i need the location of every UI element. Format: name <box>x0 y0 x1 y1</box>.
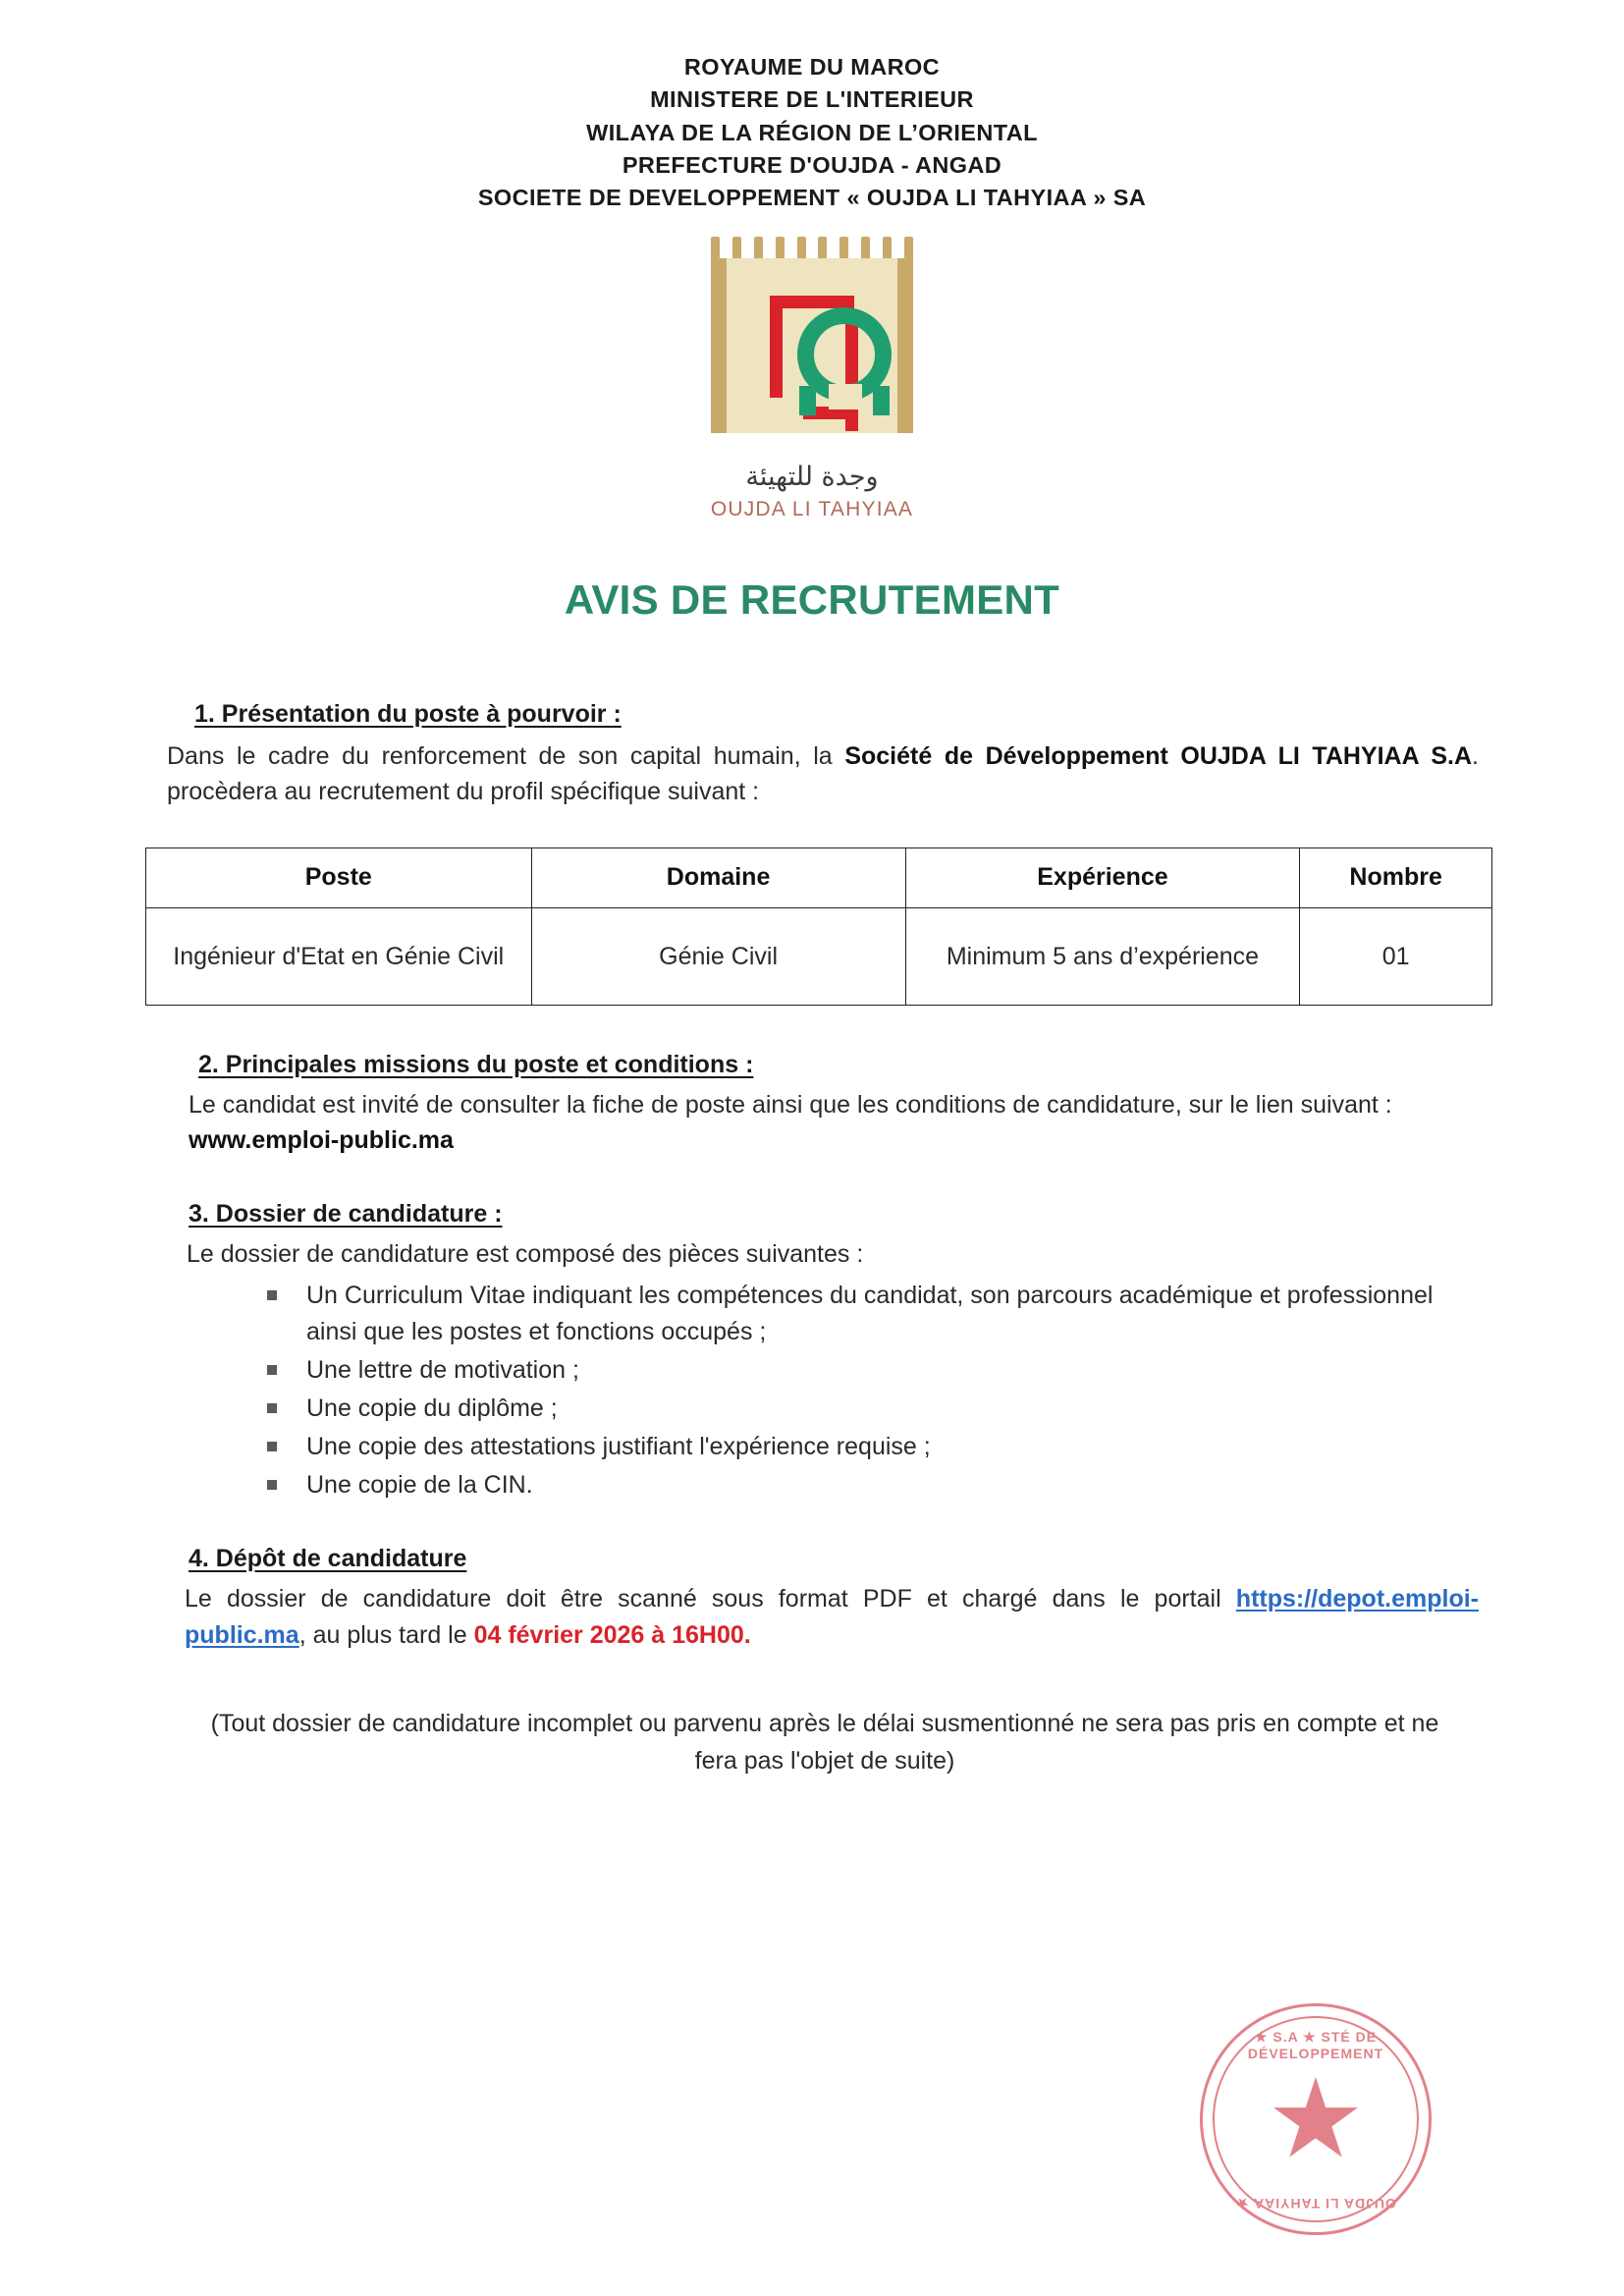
section-4-heading: 4. Dépôt de candidature <box>189 1545 467 1573</box>
stamp-bottom-text: OUJDA LI TAHYIAA ★ <box>1235 2196 1396 2212</box>
table-row <box>146 907 1492 1005</box>
list-item <box>267 1278 1489 1350</box>
header-line-societe: SOCIETE DE DEVELOPPEMENT « OUJDA LI TAHYIAA » SA <box>477 185 1147 211</box>
poste-table <box>145 847 1492 1006</box>
list-item-label: Un Curriculum Vitae indiquant les compétences du candidat, son parcours académique et professionnel ainsi que les postes et fonctions occupés ; <box>306 1282 1434 1346</box>
list-item-label: Une copie de la CIN. <box>306 1471 533 1500</box>
square-bullet-icon <box>267 1290 277 1300</box>
column-header-poste: Poste <box>146 847 532 907</box>
header-line-wilaya: WILAYA DE LA RÉGION DE L’ORIENTAL <box>586 119 1038 145</box>
section-2-text: Le candidat est invité de consulter la fiche de poste ainsi que les conditions de candidature, sur le lien suivant : <box>189 1090 1392 1119</box>
square-bullet-icon <box>267 1480 277 1490</box>
logo-inner-panel <box>711 258 913 433</box>
list-item-label: Une copie du diplôme ; <box>306 1394 558 1423</box>
section-4-text-before: Le dossier de candidature doit être scanné sous format PDF et chargé dans le portail <box>185 1585 1236 1613</box>
list-item <box>267 1391 1489 1427</box>
list-item-label: Une lettre de motivation ; <box>306 1356 579 1385</box>
header-line-ministry: MINISTERE DE L'INTERIEUR <box>650 86 974 113</box>
stamp-star-icon: ★ <box>1266 2057 1366 2180</box>
table-header-row <box>146 847 1492 907</box>
section-2-paragraph <box>189 1087 1481 1159</box>
section-4-paragraph <box>185 1581 1479 1653</box>
depot-portal-link[interactable]: https://depot.emploi-public.ma <box>185 1585 1479 1649</box>
cell-nombre: 01 <box>1300 907 1492 1005</box>
header-line-kingdom: ROYAUME DU MAROC <box>683 54 941 80</box>
column-header-experience: Expérience <box>905 847 1300 907</box>
document-header <box>0 0 1624 215</box>
dossier-items-list <box>141 1278 1489 1503</box>
cell-experience: Minimum 5 ans d’expérience <box>905 907 1300 1005</box>
section-3-intro: Le dossier de candidature est composé des pièces suivantes : <box>187 1239 864 1268</box>
column-header-domaine: Domaine <box>531 847 905 907</box>
section-3-heading: 3. Dossier de candidature : <box>189 1199 503 1228</box>
square-bullet-icon <box>267 1403 277 1413</box>
column-header-nombre: Nombre <box>1300 847 1492 907</box>
list-item-label: Une copie des attestations justifiant l'expérience requise ; <box>306 1433 931 1461</box>
list-item <box>267 1352 1489 1389</box>
header-line-prefecture: PREFECTURE D'OUJDA - ANGAD <box>622 152 1002 179</box>
list-item <box>267 1467 1489 1503</box>
deadline-text: 04 février 2026 à 16H00. <box>473 1620 751 1649</box>
page-title: AVIS DE RECRUTEMENT <box>564 575 1060 623</box>
section-1-text-before: Dans le cadre du renforcement de son capital humain, la <box>167 741 845 770</box>
section-1-heading: 1. Présentation du poste à pourvoir : <box>194 699 622 728</box>
section-1-text-after: . procèdera au recrutement du profil spécifique suivant : <box>167 741 1479 806</box>
document-body <box>135 700 1489 1780</box>
section-2-heading: 2. Principales missions du poste et conditions : <box>198 1050 754 1078</box>
cell-poste: Ingénieur d'Etat en Génie Civil <box>146 907 532 1005</box>
stamp-top-text: ★ S.A ★ STÉ DE DÉVELOPPEMENT <box>1247 2029 1384 2061</box>
section-1-company-name: Société de Développement OUJDA LI TAHYIAA S.A <box>844 741 1473 770</box>
official-stamp-icon <box>1200 2003 1432 2235</box>
logo-latin-caption: OUJDA LI TAHYIAA <box>710 497 914 520</box>
section-1-paragraph <box>167 738 1479 810</box>
logo-red-vertical-bar <box>770 296 783 398</box>
cell-domaine: Génie Civil <box>531 907 905 1005</box>
logo-graphic-icon <box>695 237 929 448</box>
logo-comb-decoration <box>711 237 913 258</box>
logo-green-legs <box>799 384 890 415</box>
square-bullet-icon <box>267 1442 277 1451</box>
section-4-text-middle: , au plus tard le <box>298 1620 474 1649</box>
logo-arabic-caption: وجدة للتهيئة <box>745 461 879 492</box>
footnote: (Tout dossier de candidature incomplet ou parvenu après le délai susmentionné ne sera pas pris en compte et ne fera pas l'objet de suite) <box>210 1710 1439 1775</box>
organization-logo <box>0 237 1624 521</box>
list-item <box>267 1429 1489 1465</box>
square-bullet-icon <box>267 1365 277 1375</box>
emploi-public-link[interactable]: www.emploi-public.ma <box>189 1126 454 1155</box>
